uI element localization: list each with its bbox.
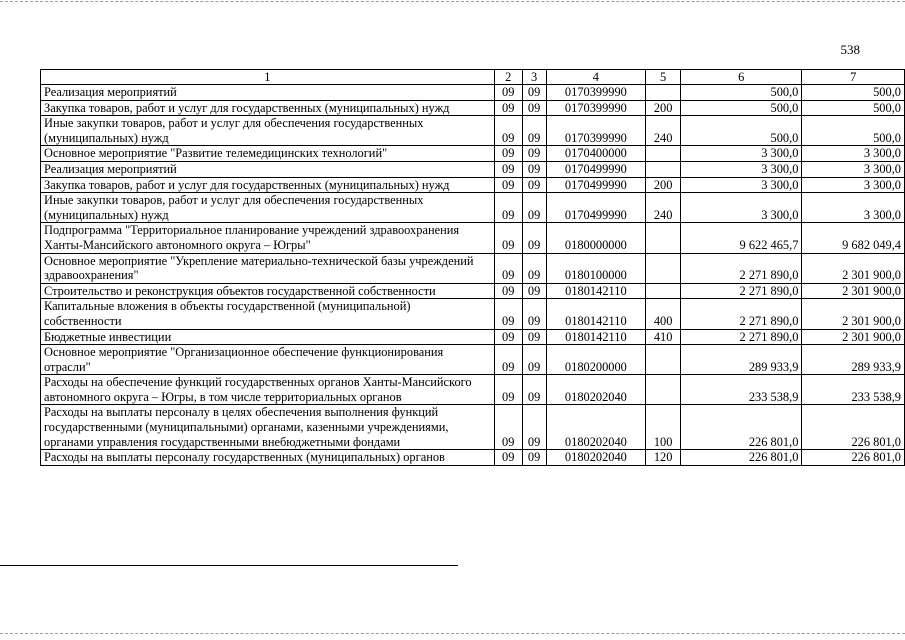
- subsection-code-cell: 09: [522, 100, 546, 116]
- subsection-code-cell: 09: [522, 299, 546, 329]
- column-header: 2: [494, 70, 522, 85]
- amount-year2-cell: 2 301 900,0: [802, 283, 905, 299]
- expense-type-cell: [646, 283, 681, 299]
- expense-type-cell: [646, 253, 681, 283]
- column-header: 3: [522, 70, 546, 85]
- scan-edge-top: [0, 1, 905, 2]
- section-code-cell: 09: [494, 375, 522, 405]
- section-code-cell: 09: [494, 283, 522, 299]
- table-row: [41, 345, 905, 375]
- column-header: 7: [802, 70, 905, 85]
- amount-year2-cell: 2 301 900,0: [802, 329, 905, 345]
- amount-year2-cell: 3 300,0: [802, 161, 905, 177]
- target-article-cell: 0180202040: [546, 375, 646, 405]
- target-article-cell: 0180202040: [546, 450, 646, 466]
- subsection-code-cell: 09: [522, 223, 546, 253]
- table-row: [41, 450, 905, 466]
- expense-type-cell: 200: [646, 100, 681, 116]
- amount-year2-cell: 500,0: [802, 85, 905, 101]
- subsection-code-cell: 09: [522, 450, 546, 466]
- target-article-cell: 0180142110: [546, 329, 646, 345]
- target-article-cell: 0170499990: [546, 177, 646, 193]
- row-name-cell: Закупка товаров, работ и услуг для государственных (муниципальных) нужд: [41, 100, 495, 116]
- table-row: [41, 299, 905, 329]
- row-name-cell: Закупка товаров, работ и услуг для государственных (муниципальных) нужд: [41, 177, 495, 193]
- section-code-cell: 09: [494, 223, 522, 253]
- amount-year1-cell: 3 300,0: [681, 177, 802, 193]
- column-header: 6: [681, 70, 802, 85]
- table-row: [41, 193, 905, 223]
- table-body: [41, 85, 905, 466]
- expense-type-cell: [646, 161, 681, 177]
- target-article-cell: 0170399990: [546, 116, 646, 146]
- target-article-cell: 0170399990: [546, 100, 646, 116]
- target-article-cell: 0170499990: [546, 193, 646, 223]
- row-name-cell: Расходы на выплаты персоналу государственных (муниципальных) органов: [41, 450, 495, 466]
- table-row: [41, 85, 905, 101]
- section-code-cell: 09: [494, 85, 522, 101]
- target-article-cell: 0170399990: [546, 85, 646, 101]
- amount-year2-cell: 500,0: [802, 100, 905, 116]
- amount-year2-cell: 500,0: [802, 116, 905, 146]
- column-header: 4: [546, 70, 646, 85]
- section-code-cell: 09: [494, 146, 522, 162]
- section-code-cell: 09: [494, 329, 522, 345]
- amount-year1-cell: 500,0: [681, 85, 802, 101]
- subsection-code-cell: 09: [522, 85, 546, 101]
- subsection-code-cell: 09: [522, 253, 546, 283]
- subsection-code-cell: 09: [522, 283, 546, 299]
- amount-year1-cell: 3 300,0: [681, 146, 802, 162]
- expense-type-cell: [646, 85, 681, 101]
- table-row: [41, 329, 905, 345]
- section-code-cell: 09: [494, 345, 522, 375]
- section-code-cell: 09: [494, 450, 522, 466]
- section-code-cell: 09: [494, 299, 522, 329]
- row-name-cell: Иные закупки товаров, работ и услуг для обеспечения государственных (муниципальных) нужд: [41, 193, 495, 223]
- table-row: [41, 161, 905, 177]
- amount-year1-cell: 9 622 465,7: [681, 223, 802, 253]
- table-row: [41, 100, 905, 116]
- amount-year1-cell: 3 300,0: [681, 161, 802, 177]
- row-name-cell: Капитальные вложения в объекты государственной (муниципальной) собственности: [41, 299, 495, 329]
- amount-year1-cell: 2 271 890,0: [681, 253, 802, 283]
- amount-year2-cell: 289 933,9: [802, 345, 905, 375]
- target-article-cell: 0170400000: [546, 146, 646, 162]
- subsection-code-cell: 09: [522, 405, 546, 450]
- amount-year1-cell: 233 538,9: [681, 375, 802, 405]
- expense-type-cell: [646, 146, 681, 162]
- table-row: [41, 375, 905, 405]
- row-name-cell: Иные закупки товаров, работ и услуг для обеспечения государственных (муниципальных) нужд: [41, 116, 495, 146]
- target-article-cell: 0170499990: [546, 161, 646, 177]
- amount-year2-cell: 226 801,0: [802, 405, 905, 450]
- amount-year2-cell: 3 300,0: [802, 146, 905, 162]
- column-header: 5: [646, 70, 681, 85]
- expense-type-cell: [646, 375, 681, 405]
- row-name-cell: Реализация мероприятий: [41, 161, 495, 177]
- section-code-cell: 09: [494, 405, 522, 450]
- amount-year1-cell: 500,0: [681, 116, 802, 146]
- amount-year1-cell: 2 271 890,0: [681, 283, 802, 299]
- target-article-cell: 0180000000: [546, 223, 646, 253]
- amount-year1-cell: 226 801,0: [681, 405, 802, 450]
- amount-year2-cell: 233 538,9: [802, 375, 905, 405]
- row-name-cell: Подпрограмма "Территориальное планирование учреждений здравоохранения Ханты-Мансийского автономного округа – Югры": [41, 223, 495, 253]
- amount-year2-cell: 226 801,0: [802, 450, 905, 466]
- table-header-row: [41, 70, 905, 85]
- table-row: [41, 405, 905, 450]
- column-header: 1: [41, 70, 495, 85]
- amount-year1-cell: 2 271 890,0: [681, 299, 802, 329]
- table-row: [41, 146, 905, 162]
- row-name-cell: Строительство и реконструкция объектов государственной собственности: [41, 283, 495, 299]
- section-code-cell: 09: [494, 193, 522, 223]
- table-row: [41, 177, 905, 193]
- row-name-cell: Расходы на обеспечение функций государственных органов Ханты-Мансийского автономного округа – Югры, в том числе территориальных органов: [41, 375, 495, 405]
- table-row: [41, 253, 905, 283]
- row-name-cell: Основное мероприятие "Развитие телемедицинских технологий": [41, 146, 495, 162]
- subsection-code-cell: 09: [522, 193, 546, 223]
- scan-edge-bottom: [0, 633, 905, 634]
- expense-type-cell: 240: [646, 116, 681, 146]
- expense-type-cell: [646, 223, 681, 253]
- amount-year1-cell: 2 271 890,0: [681, 329, 802, 345]
- amount-year1-cell: 500,0: [681, 100, 802, 116]
- table-row: [41, 223, 905, 253]
- target-article-cell: 0180142110: [546, 299, 646, 329]
- amount-year1-cell: 289 933,9: [681, 345, 802, 375]
- target-article-cell: 0180202040: [546, 405, 646, 450]
- expense-type-cell: 240: [646, 193, 681, 223]
- row-name-cell: Расходы на выплаты персоналу в целях обеспечения выполнения функций государственными (муниципальными) органами, казенными учреждениями, органами управления государственными внебюджетными фондами: [41, 405, 495, 450]
- target-article-cell: 0180100000: [546, 253, 646, 283]
- target-article-cell: 0180142110: [546, 283, 646, 299]
- amount-year2-cell: 3 300,0: [802, 177, 905, 193]
- expense-type-cell: 410: [646, 329, 681, 345]
- subsection-code-cell: 09: [522, 375, 546, 405]
- section-code-cell: 09: [494, 100, 522, 116]
- subsection-code-cell: 09: [522, 116, 546, 146]
- budget-table: [40, 69, 905, 466]
- amount-year2-cell: 2 301 900,0: [802, 253, 905, 283]
- overlay-line: [0, 565, 458, 566]
- section-code-cell: 09: [494, 177, 522, 193]
- row-name-cell: Бюджетные инвестиции: [41, 329, 495, 345]
- expense-type-cell: 400: [646, 299, 681, 329]
- expense-type-cell: 200: [646, 177, 681, 193]
- subsection-code-cell: 09: [522, 345, 546, 375]
- table-row: [41, 283, 905, 299]
- section-code-cell: 09: [494, 161, 522, 177]
- subsection-code-cell: 09: [522, 161, 546, 177]
- table-row: [41, 116, 905, 146]
- expense-type-cell: [646, 345, 681, 375]
- row-name-cell: Основное мероприятие "Организационное обеспечение функционирования отрасли": [41, 345, 495, 375]
- section-code-cell: 09: [494, 253, 522, 283]
- subsection-code-cell: 09: [522, 146, 546, 162]
- amount-year2-cell: 2 301 900,0: [802, 299, 905, 329]
- amount-year1-cell: 3 300,0: [681, 193, 802, 223]
- section-code-cell: 09: [494, 116, 522, 146]
- amount-year2-cell: 3 300,0: [802, 193, 905, 223]
- amount-year2-cell: 9 682 049,4: [802, 223, 905, 253]
- target-article-cell: 0180200000: [546, 345, 646, 375]
- amount-year1-cell: 226 801,0: [681, 450, 802, 466]
- subsection-code-cell: 09: [522, 329, 546, 345]
- subsection-code-cell: 09: [522, 177, 546, 193]
- expense-type-cell: 120: [646, 450, 681, 466]
- page-number: 538: [840, 42, 860, 57]
- expense-type-cell: 100: [646, 405, 681, 450]
- row-name-cell: Реализация мероприятий: [41, 85, 495, 101]
- row-name-cell: Основное мероприятие "Укрепление материально-технической базы учреждений здравоохранения": [41, 253, 495, 283]
